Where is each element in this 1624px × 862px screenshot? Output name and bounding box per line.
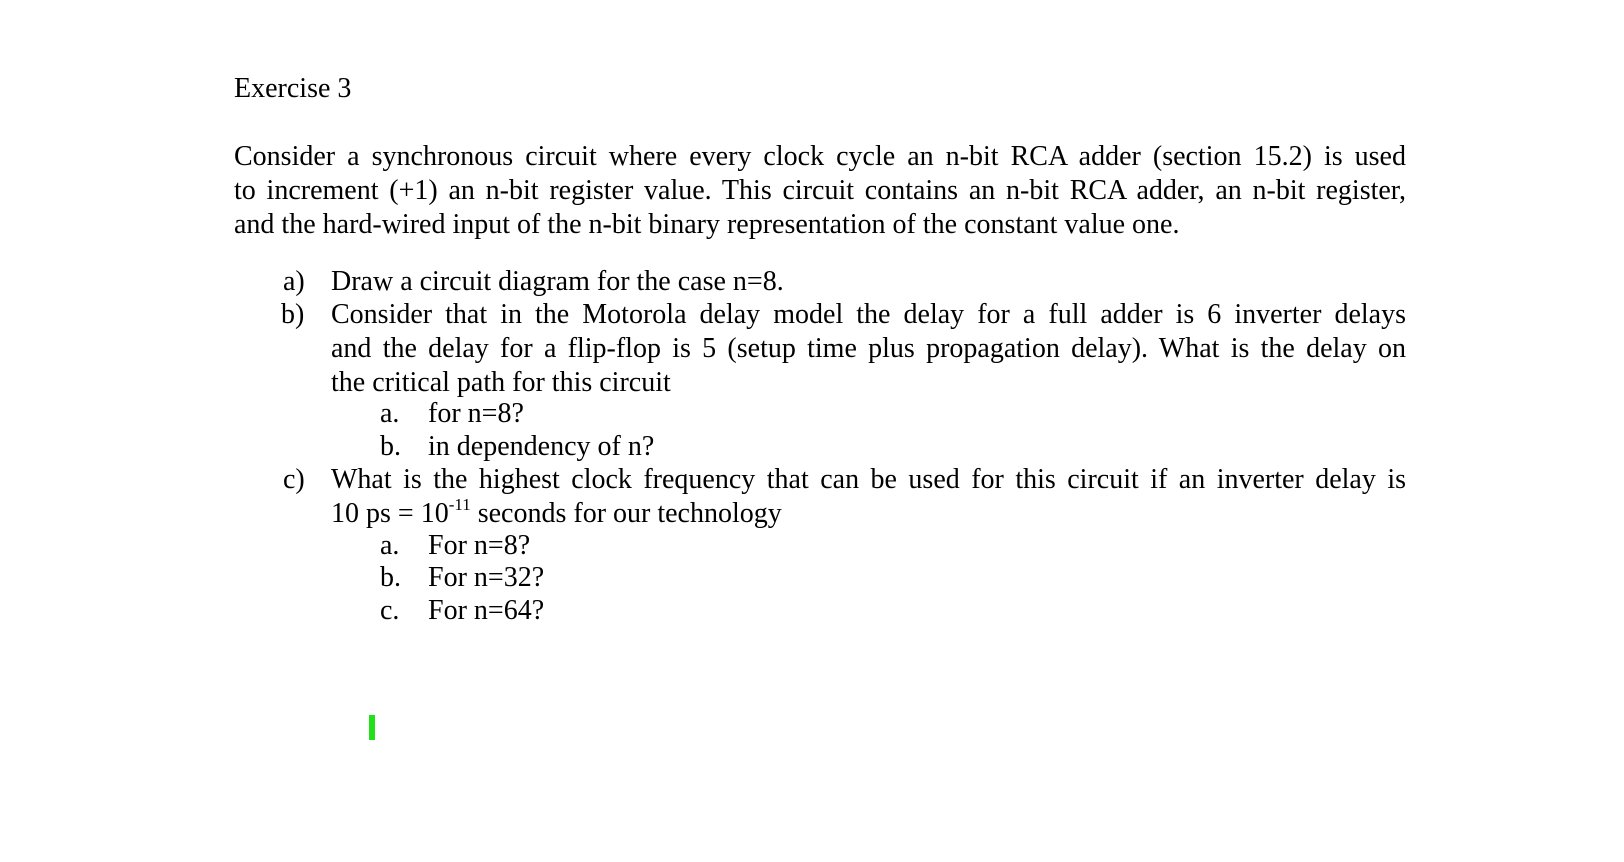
sub-question-label: b. — [380, 431, 401, 462]
intro-line: to increment (+1) an n-bit register value. This circuit contains an n-bit RCA adder, an n-bit register, — [234, 175, 1406, 206]
question-line: Draw a circuit diagram for the case n=8. — [331, 266, 784, 297]
sub-question-label: b. — [380, 562, 401, 593]
intro-line: Consider a synchronous circuit where every clock cycle an n-bit RCA adder (section 15.2) is used — [234, 141, 1406, 172]
question-line — [331, 497, 1406, 531]
sub-question-label: a. — [380, 530, 400, 561]
question-b-text — [331, 298, 1406, 400]
sub-question-text: for n=8? — [428, 398, 524, 429]
question-line: and the delay for a flip-flop is 5 (setup time plus propagation delay). What is the delay on — [331, 333, 1406, 364]
sub-question-label: c. — [380, 595, 400, 626]
question-a-label: a) — [283, 266, 305, 297]
sub-question-text: in dependency of n? — [428, 431, 655, 462]
question-b-label: b) — [281, 299, 305, 330]
text-cursor-icon — [369, 715, 375, 740]
question-line: What is the highest clock frequency that can be used for this circuit if an inverter delay is — [331, 464, 1406, 495]
intro-paragraph — [234, 140, 1406, 242]
question-a-text — [331, 265, 1406, 299]
question-line-part: seconds for our technology — [470, 498, 782, 529]
sub-question-label: a. — [380, 398, 400, 429]
question-line: Consider that in the Motorola delay model the delay for a full adder is 6 inverter delays — [331, 299, 1406, 330]
sub-question-text: For n=8? — [428, 530, 531, 561]
sub-question-text: For n=32? — [428, 562, 545, 593]
sub-question-text: For n=64? — [428, 595, 545, 626]
question-line-part: 10 ps = 10 — [331, 498, 449, 529]
intro-line: and the hard-wired input of the n-bit binary representation of the constant value one. — [234, 209, 1180, 240]
question-c-text — [331, 463, 1406, 531]
exercise-heading: Exercise 3 — [234, 73, 352, 104]
question-c-label: c) — [283, 464, 305, 495]
question-line: the critical path for this circuit — [331, 367, 671, 398]
exponent: -11 — [448, 495, 471, 514]
